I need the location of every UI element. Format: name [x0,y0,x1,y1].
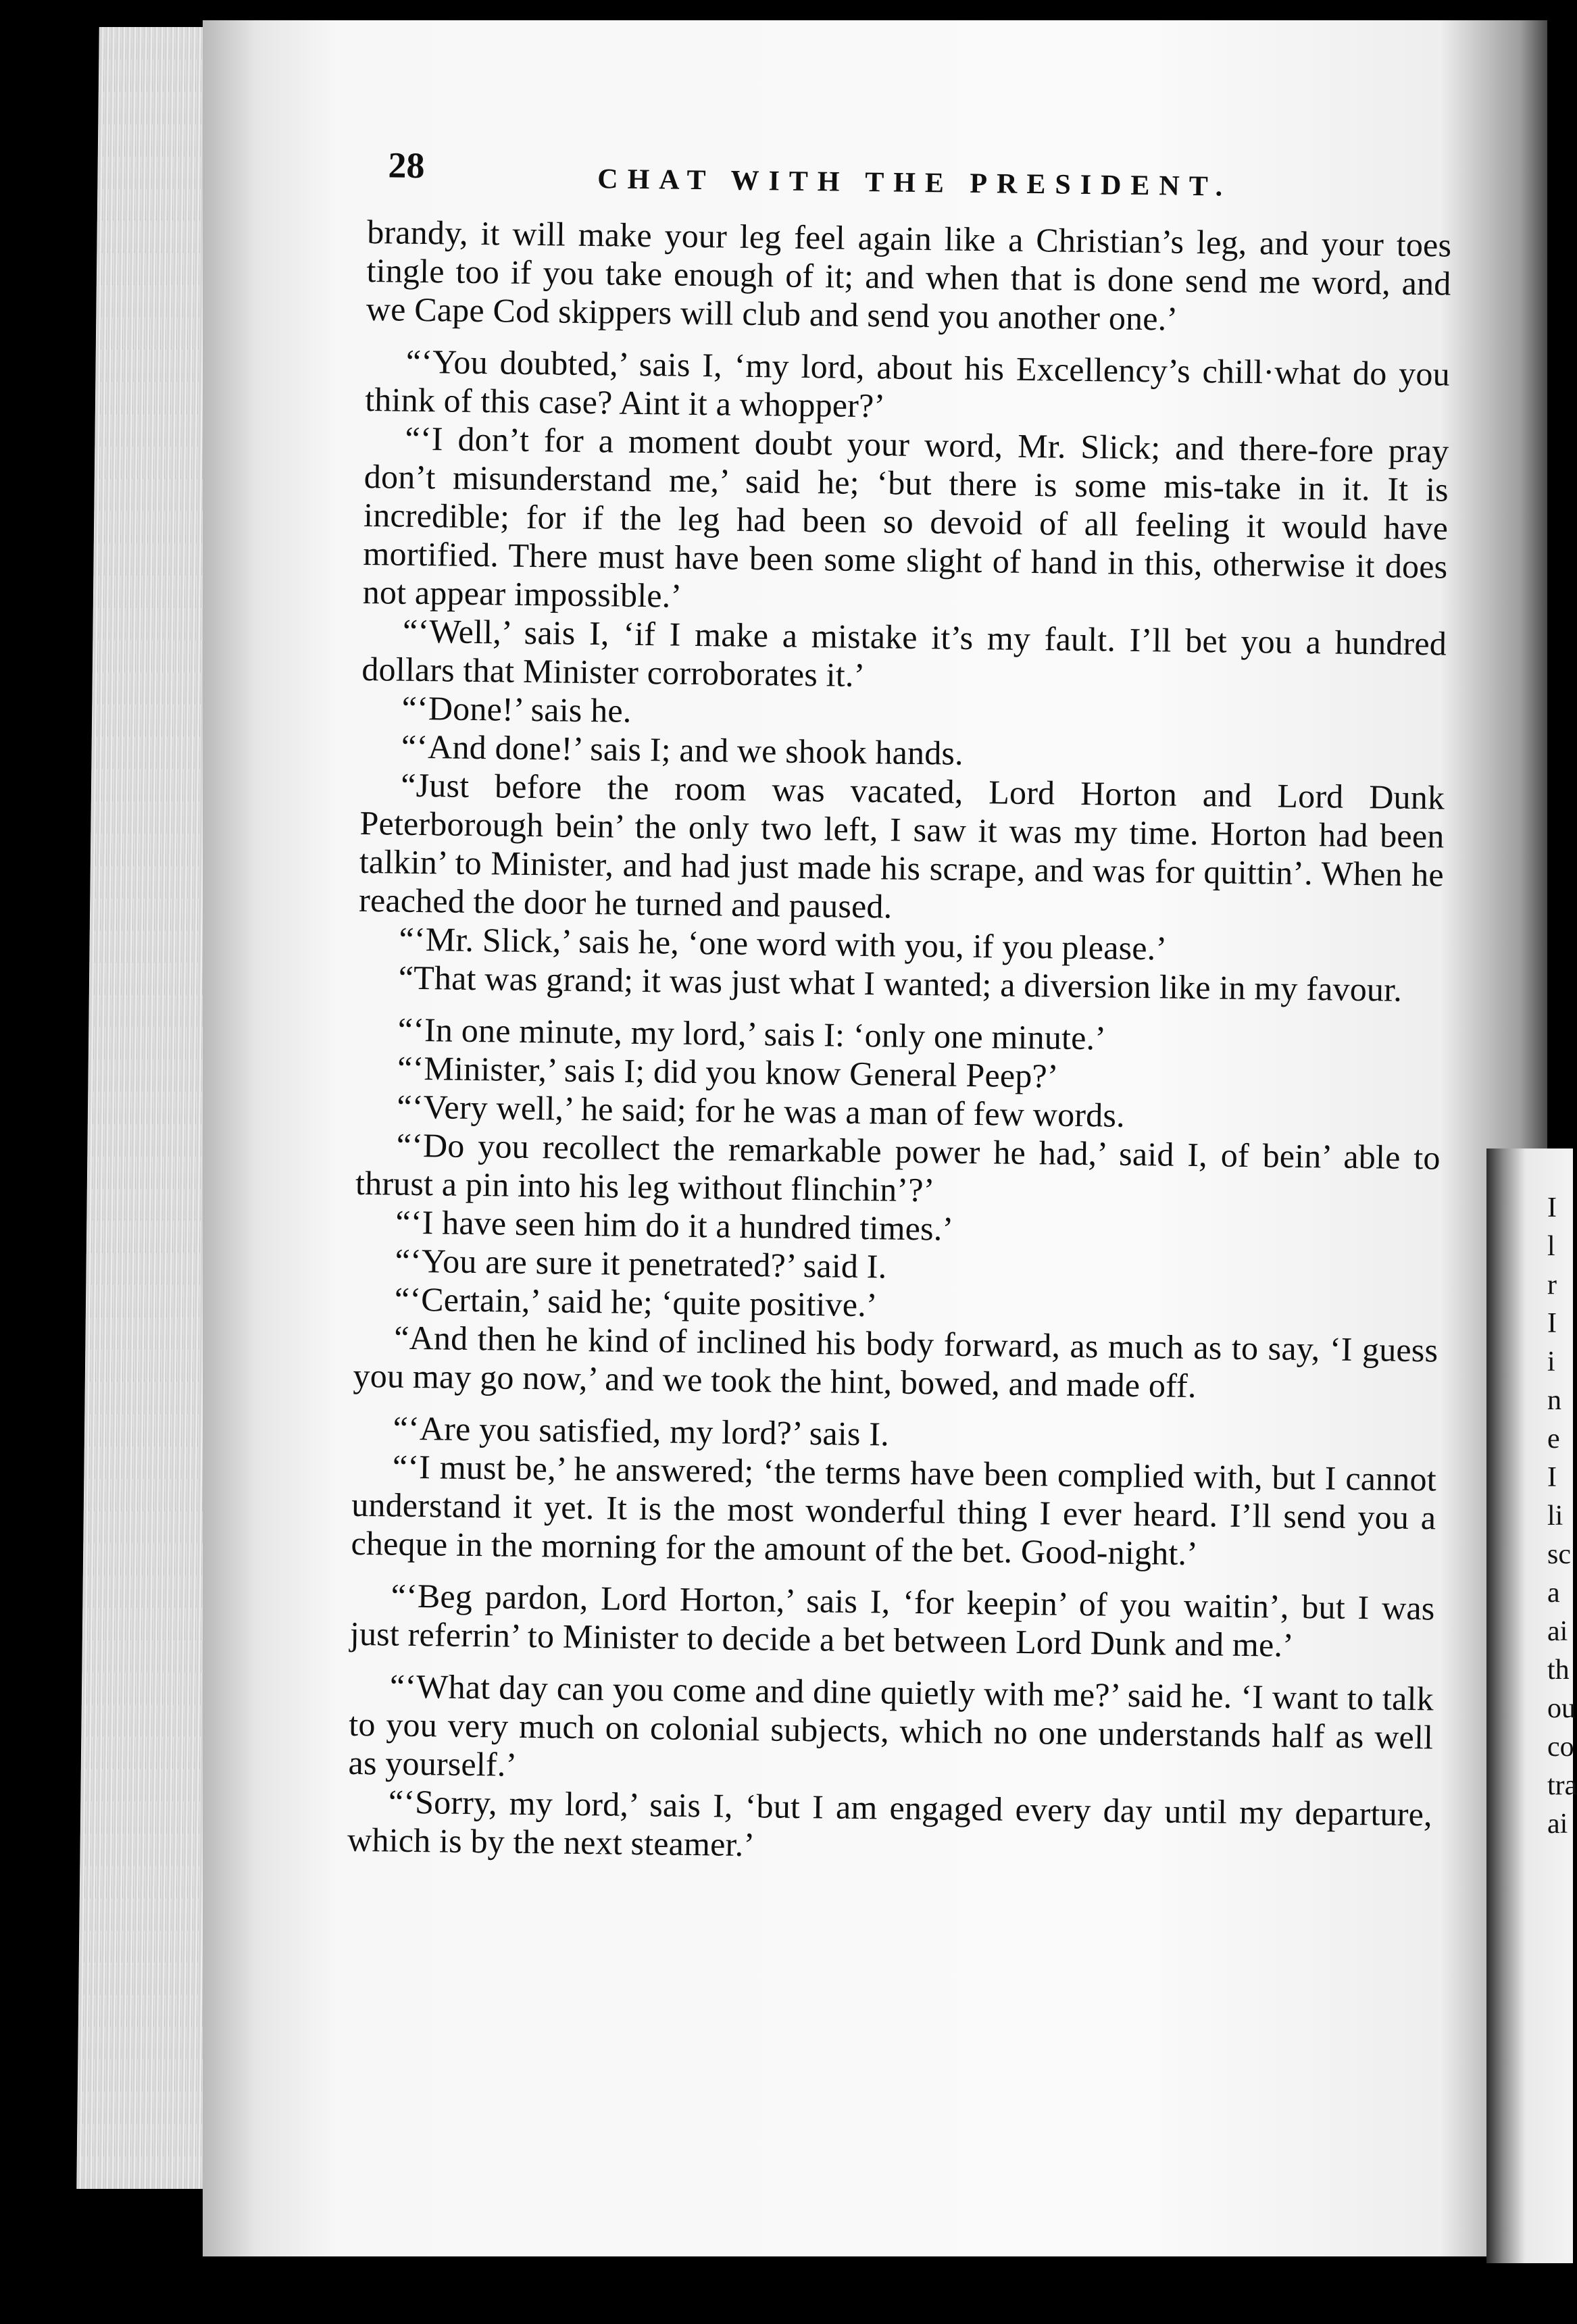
facing-page-fragments [1547,1189,1577,1844]
fragment: n [1547,1385,1561,1416]
paragraph: “‘Sorry, my lord,’ sais I, ‘but I am engaged every day until my departure, which is by the next steamer.’ [347,1782,1433,1864]
fragment: l [1547,1231,1555,1262]
fragment: e [1547,1423,1560,1455]
paragraph: “‘And done!’ sais I; and we shook hands. [401,727,964,772]
paragraph: “‘Done!’ sais he. [401,688,632,730]
fragment: I [1547,1192,1557,1223]
running-title: CHAT WITH THE PRESIDENT. [597,163,1232,203]
paragraph: brandy, it will make your leg feel again like a Christian’s leg, and your toes tingle too if you take enough of it; and when that is done send me word, and we Cape Cod skippers will club and send you another one.’ [366,212,1452,338]
paragraph: “‘What day can you come and dine quietly with me?’ said he. ‘I want to talk to you very much on colonial subjects, which no one understands half as well as yourself.’ [348,1667,1434,1784]
paragraph: “‘I don’t for a moment doubt your word, Mr. Slick; and there-fore pray don’t misunderstand me,’ said he; ‘but there is some mis-take in it. It is incredible; for if the leg had been so devoid of all feeling it would have mortified. There must have been some slight of hand in this, otherwise it does not appear impossible.’ [362,419,1449,615]
paragraph: “‘You are sure it penetrated?’ said I. [395,1241,887,1286]
paragraph: “‘Very well,’ he said; for he was a man of few words. [397,1087,1126,1134]
fragment: sc [1547,1539,1571,1570]
fragment: ou [1547,1693,1576,1724]
fragment: co [1547,1732,1574,1763]
paragraph: “Just before the room was vacated, Lord Horton and Lord Dunk Peterborough bein’ the only two left, I saw it was my time. Horton had been talkin’ to Minister, and had just made his scrape, and was for quittin’. When he reached the door he turned and paused. [358,765,1445,926]
paragraph: “‘You doubted,’ sais I, ‘my lord, about his Excellency’s chill·what do you think of this case? Aint it a whopper?’ [364,342,1451,425]
paragraph: “‘I must be,’ he answered; ‘the terms have been complied with, but I cannot understand it yet. It is the most wonderful thing I ever heard. I’ll send you a cheque in the morning for the amount of the bet. Good-night.’ [351,1447,1437,1573]
paragraph: “That was grand; it was just what I wanted; a diversion like in my favour. [398,958,1403,1009]
paragraph: “‘Do you recollect the remarkable power he had,’ said I, of bein’ able to thrust a pin into his leg without flinchin’?’ [355,1126,1441,1209]
page-number: 28 [388,145,425,186]
paragraph: “‘Minister,’ sais I; did you know General Peep?’ [397,1049,1059,1095]
running-head [368,138,1453,226]
paragraph: “‘In one minute, my lord,’ sais I: ‘only one minute.’ [397,1010,1107,1057]
paragraph: “‘I have seen him do it a hundred times.’ [395,1203,954,1248]
paragraph: “‘Mr. Slick,’ sais he, ‘one word with you, if you please.’ [399,919,1168,967]
paragraph: “And then he kind of inclined his body forward, as much as to say, ‘I guess you may go now,’ and we took the hint, bowed, and made off. [353,1318,1438,1405]
fragment: i [1547,1346,1555,1378]
paragraph: “‘Beg pardon, Lord Horton,’ sais I, ‘for keepin’ of you waitin’, but I was just referrin’ to Minister to decide a bet between Lord Dunk and me.’ [349,1576,1435,1664]
fragment: ai [1547,1616,1568,1647]
paragraph: “‘Certain,’ said he; ‘quite positive.’ [394,1280,878,1324]
fragment: r [1547,1269,1557,1300]
paragraph: “‘Well,’ sais I, ‘if I make a mistake it’s my fault. I’ll bet you a hundred dollars that Minister corroborates it.’ [361,611,1447,694]
paragraph: “‘Are you satisfied, my lord?’ sais I. [393,1409,890,1453]
fragment: I [1547,1462,1557,1493]
fragment: li [1547,1500,1563,1532]
page-text [347,138,1453,1872]
fragment: a [1547,1577,1560,1609]
fragment: I [1547,1308,1557,1339]
fragment: th [1547,1654,1570,1686]
fragment: ai [1547,1809,1568,1840]
fragment: tra [1547,1770,1577,1801]
